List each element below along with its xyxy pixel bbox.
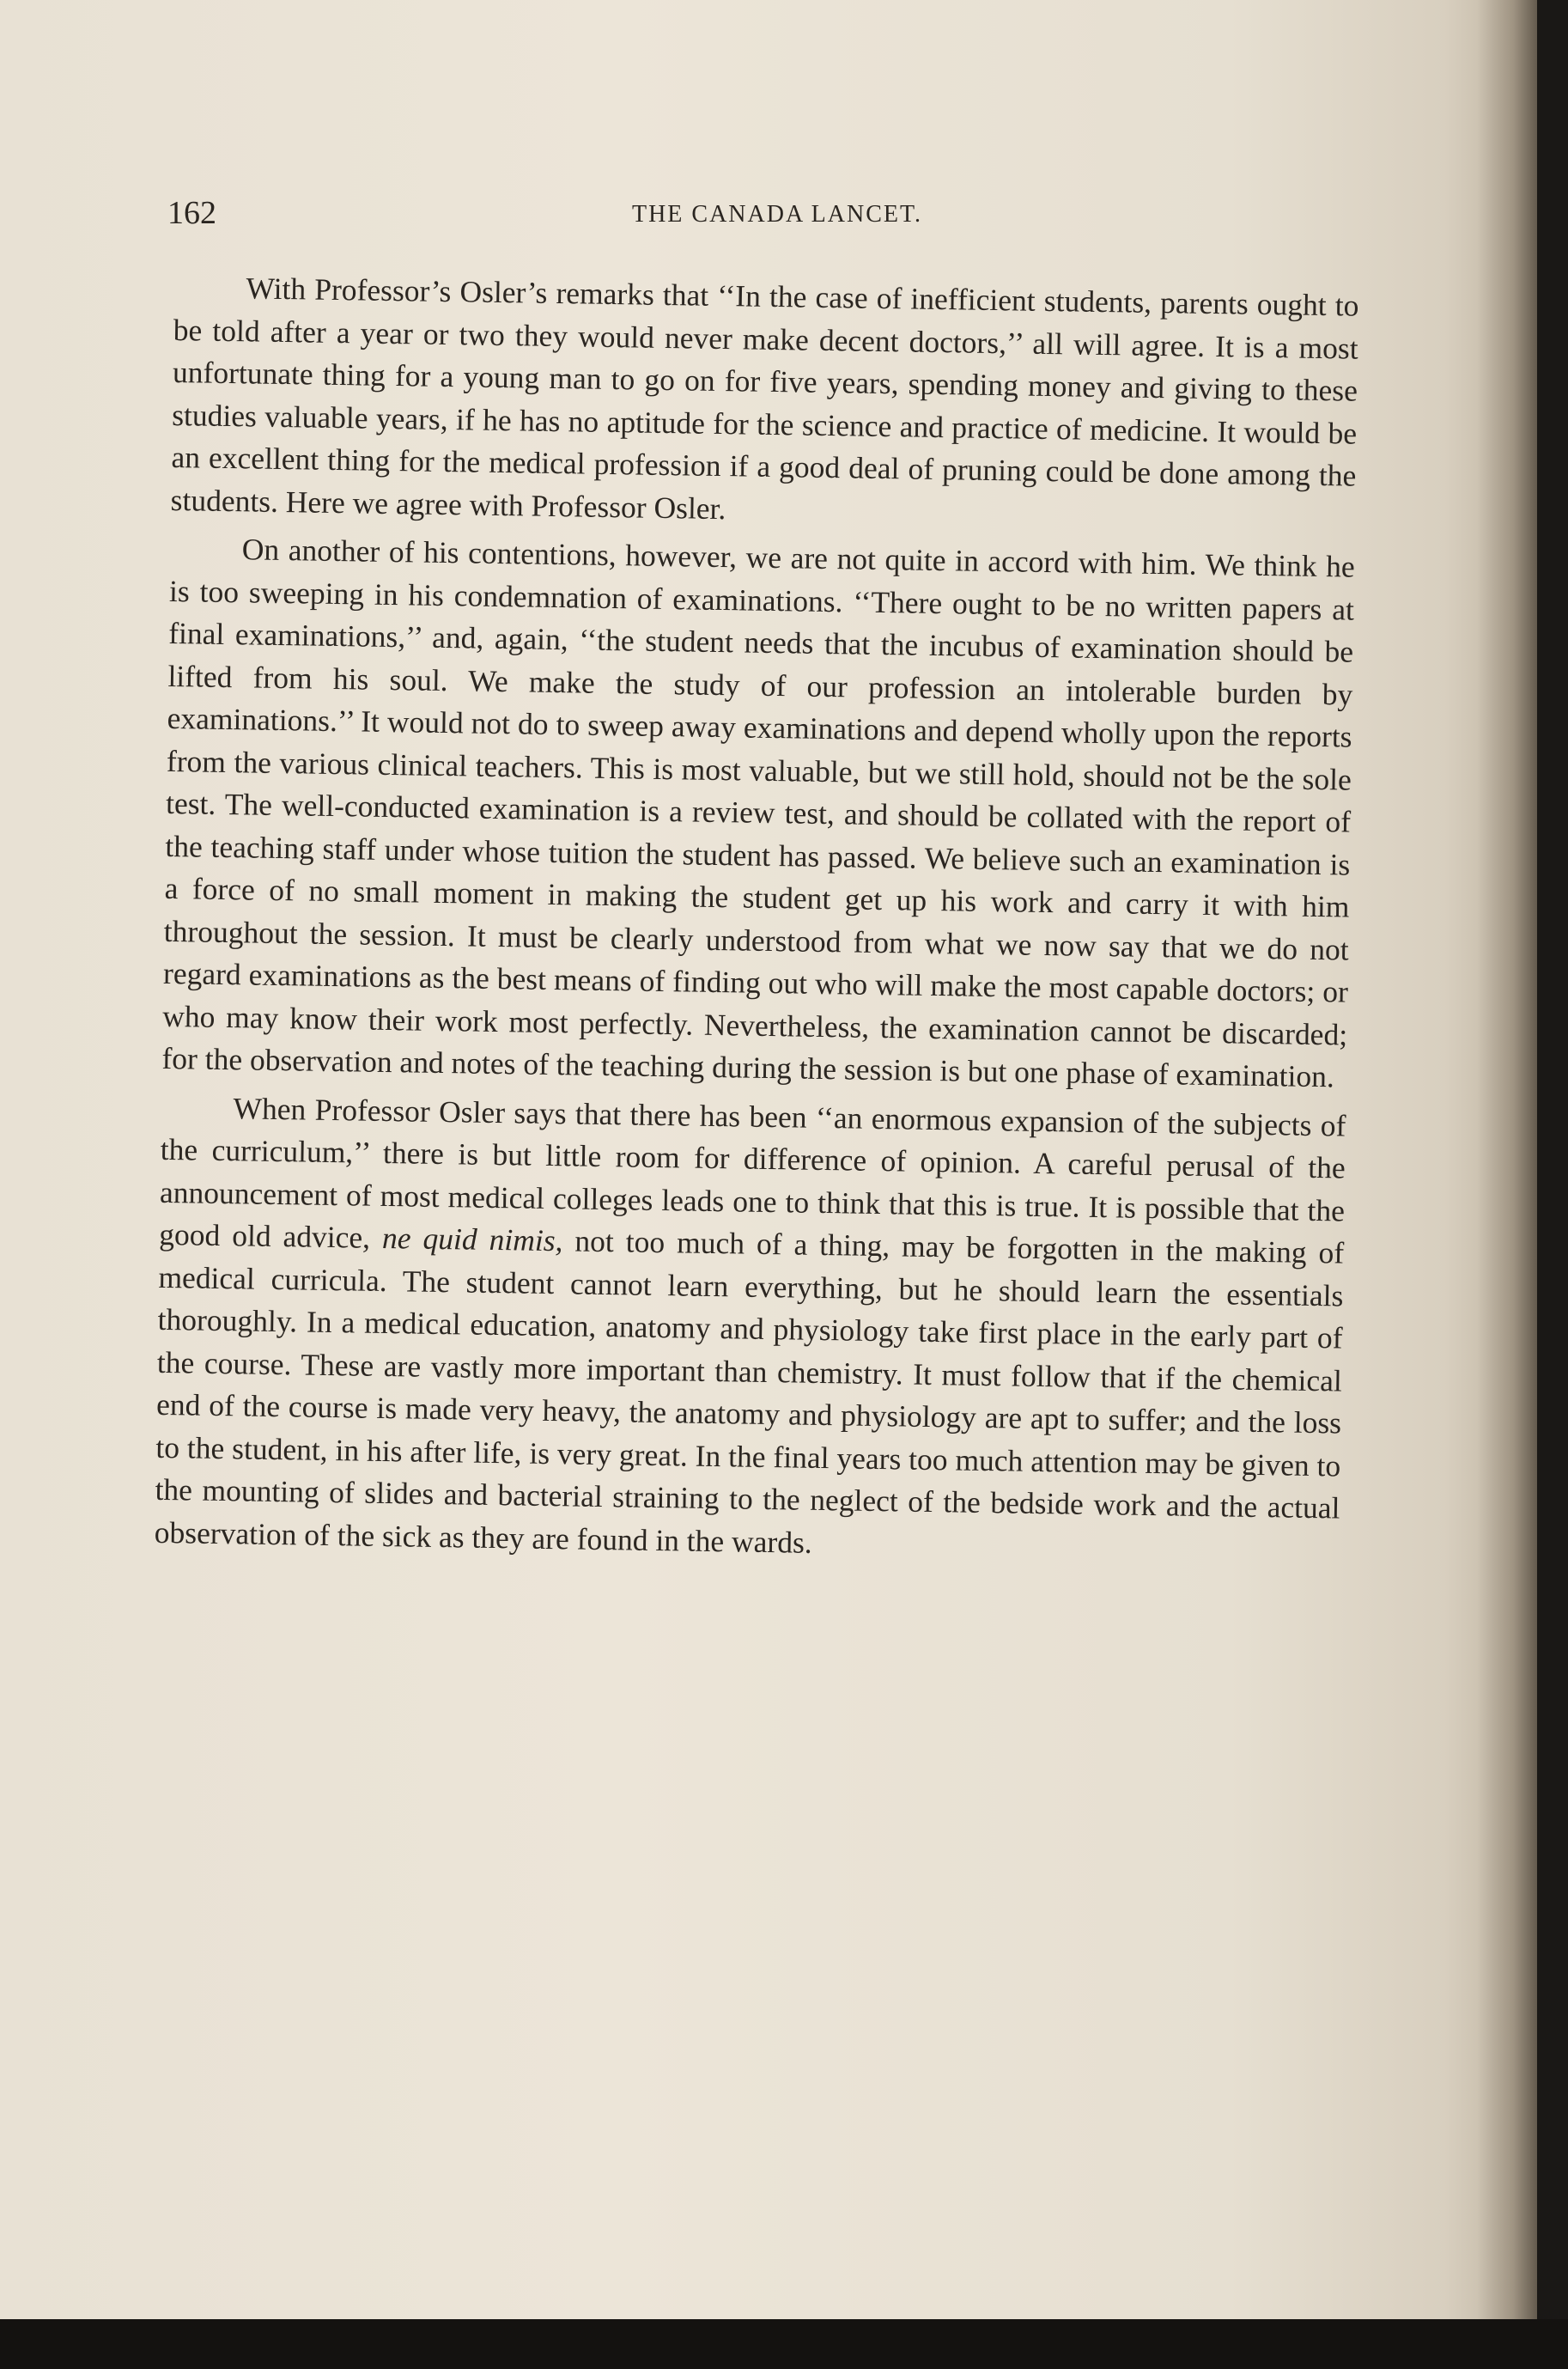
- paragraph-3-text-a: When Professor Osler says that there has been ‘‘an enormous expansion of the subjects of the curriculum,’’ there is but little room for difference of opinion. A careful perusal of the announcement of most medical colleges leads one to think that this is true. It is possible that the good old advice,: [158, 1090, 1346, 1255]
- paragraph-2: On another of his contentions, however, we are not quite in accord with him. We think he is too sweeping in his condemnation of examinations. ‘‘There ought to be no written papers at final examinations,’’ and, again, ‘‘the student needs that the incubus of examination should be lifted from his soul. We make the study of our profession an intolerable burden by examinations.’’ It would not do to sweep away examinations and depend wholly upon the reports from the various clinical teachers. This is most valuable, but we still hold, should not be the sole test. The well-conducted examination is a review test, and should be collated with the report of the teaching staff under whose tuition the student has passed. We believe such an examination is a force of no small moment in making the student get up his work and carry it with him throughout the session. It must be clearly understood from what we now say that we do not regard examinations as the best means of finding out who will make the most capable doctors; or who may know their work most perfectly. Nevertheless, the examination cannot be discarded; for the observation and notes of the teaching during the session is but one phase of examination.: [161, 532, 1355, 1094]
- running-title: THE CANADA LANCET.: [631, 201, 922, 228]
- paragraph-1: With Professor’s Osler’s remarks that ‘‘In the case of inefficient students, parents ought to be told after a year or two they would never make decent doctors,’’ all will agree. It is a most unfortunate thing for a young man to go on for five years, spending money and giving to these studies valuable years, if he has no aptitude for the science and practice of medicine. It would be an excellent thing for the medical profession if a good deal of pruning could be done among the students. Here we agree with Professor Osler.: [170, 271, 1359, 526]
- page-header: [167, 194, 1387, 237]
- page-number: 162: [167, 195, 216, 231]
- binding-shadow: [1477, 0, 1537, 2319]
- scan-bottom-edge: [0, 2319, 1568, 2369]
- paragraph-3-text-b: not too much of a thing, may be forgotten in the making of medical curricula. The student cannot learn everything, but he should learn the essentials thoroughly. In a medical education, anatomy and physiology take first place in the early part of the course. These are vastly more important than chemistry. It must follow that if the chemical end of the course is made very heavy, the anatomy and physiology are apt to suffer; and the loss to the student, in his after life, is very great. In the final years too much attention may be given to the mounting of slides and bacterial straining to the neglect of the bedside work and the actual observation of the sick as they are found in the wards.: [154, 1223, 1345, 1560]
- article-body: [154, 266, 1358, 1578]
- latin-phrase: ne quid nimis,: [381, 1220, 563, 1258]
- paragraph-3: [154, 1086, 1346, 1572]
